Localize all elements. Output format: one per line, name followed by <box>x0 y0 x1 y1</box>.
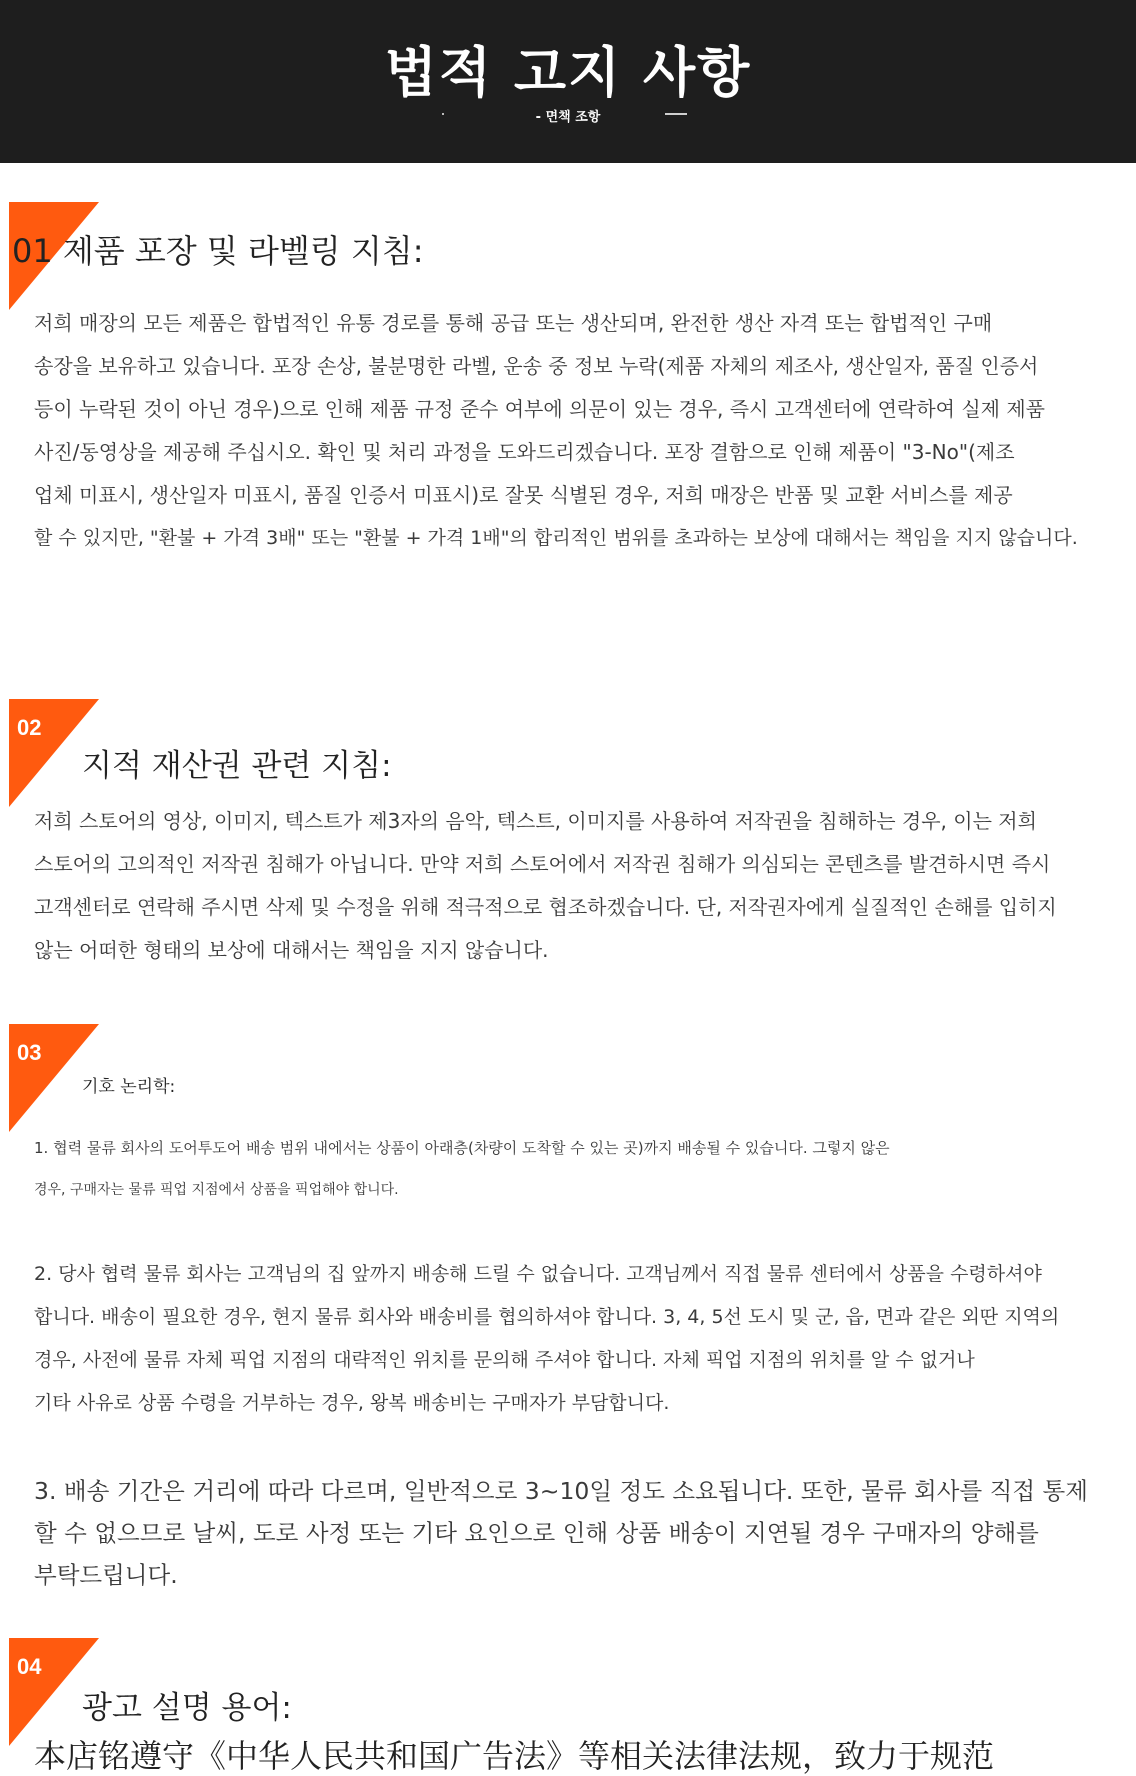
section-04-number: 04 <box>17 1654 42 1679</box>
section-02-number: 02 <box>17 715 42 740</box>
section-01-line: 할 수 있지만, "환불 + 가격 3배" 또는 "환불 + 가격 1배"의 합리적인 범위를 초과하는 보상에 대해서는 책임을 지지 않습니다. <box>34 527 1078 549</box>
section-02-line: 스토어의 고의적인 저작권 침해가 아닙니다. 만약 저희 스토어에서 저작권 침해가 의심되는 콘텐츠를 발견하시면 즉시 <box>34 852 1051 876</box>
section-03-item-2-line: 기타 사유로 상품 수령을 거부하는 경우, 왕복 배송비는 구매자가 부담합니다. <box>34 1392 670 1414</box>
section-02-body <box>34 800 1094 972</box>
section-02-title: 지적 재산권 관련 지침: <box>82 748 392 784</box>
page-header <box>0 0 1136 163</box>
section-03-title: 기호 논리학: <box>82 1077 176 1097</box>
section-03-item-3-line: 할 수 없으므로 날씨, 도로 사정 또는 기타 요인으로 인해 상품 배송이 지연될 경우 구매자의 양해를 <box>34 1519 1039 1547</box>
section-02-line: 저희 스토어의 영상, 이미지, 텍스트가 제3자의 음악, 텍스트, 이미지를 사용하여 저작권을 침해하는 경우, 이는 저희 <box>34 809 1037 833</box>
section-02-line: 고객센터로 연락해 주시면 삭제 및 수정을 위해 적극적으로 협조하겠습니다. 단, 저작권자에게 실질적인 손해를 입히지 <box>34 895 1057 919</box>
header-dash-decoration <box>665 113 687 115</box>
section-04-line: 本店铭遵守《中华人民共和国广告法》等相关法律法规，致力于规范 <box>34 1737 995 1775</box>
section-01-heading <box>12 226 423 272</box>
section-03-item-2 <box>34 1253 1094 1425</box>
section-04-body <box>34 1736 1094 1776</box>
section-01-line: 업체 미표시, 생산일자 미표시, 품질 인증서 미표시)로 잘못 식별된 경우, 저희 매장은 반품 및 교환 서비스를 제공 <box>34 483 1013 507</box>
page-title: 법적 고지 사항 <box>384 41 752 104</box>
section-03-item-3 <box>34 1470 1094 1596</box>
section-03-item-3-line: 3. 배송 기간은 거리에 따라 다르며, 일반적으로 3~10일 정도 소요됩니다. 또한, 물류 회사를 직접 통제 <box>34 1477 1088 1505</box>
section-03-number: 03 <box>17 1040 42 1065</box>
section-04-title: 광고 설명 용어: <box>82 1690 292 1726</box>
section-03-item-1-line: 1. 협력 물류 회사의 도어투도어 배송 범위 내에서는 상품이 아래층(차량이 도착할 수 있는 곳)까지 배송될 수 있습니다. 그렇지 않은 <box>34 1139 890 1157</box>
section-01-body <box>34 302 1094 560</box>
section-01-number: 01 <box>12 232 53 270</box>
section-03-item-3-line: 부탁드립니다. <box>34 1561 178 1589</box>
section-03-item-1 <box>34 1127 1094 1211</box>
section-01-line: 사진/동영상을 제공해 주십시오. 확인 및 처리 과정을 도와드리겠습니다. 포장 결함으로 인해 제품이 "3-No"(제조 <box>34 440 1015 464</box>
section-03-item-2-line: 합니다. 배송이 필요한 경우, 현지 물류 회사와 배송비를 협의하셔야 합니다. 3, 4, 5선 도시 및 군, 읍, 면과 같은 외딴 지역의 <box>34 1306 1060 1328</box>
section-03-item-2-line: 경우, 사전에 물류 자체 픽업 지점의 대략적인 위치를 문의해 주셔야 합니다. 자체 픽업 지점의 위치를 알 수 없거나 <box>34 1349 975 1371</box>
section-01-line: 송장을 보유하고 있습니다. 포장 손상, 불분명한 라벨, 운송 중 정보 누락(제품 자체의 제조사, 생산일자, 품질 인증서 <box>34 354 1039 378</box>
page-subtitle: - 면책 조항 <box>535 110 601 125</box>
section-01-line: 저희 매장의 모든 제품은 합법적인 유통 경로를 통해 공급 또는 생산되며, 완전한 생산 자격 또는 합법적인 구매 <box>34 311 993 335</box>
section-01-line: 등이 누락된 것이 아닌 경우)으로 인해 제품 규정 준수 여부에 의문이 있는 경우, 즉시 고객센터에 연락하여 실제 제품 <box>34 397 1045 421</box>
section-03-item-1-line: 경우, 구매자는 물류 픽업 지점에서 상품을 픽업해야 합니다. <box>34 1182 399 1198</box>
section-01-title: 제품 포장 및 라벨링 지침: <box>62 232 424 270</box>
section-03-item-2-line: 2. 당사 협력 물류 회사는 고객님의 집 앞까지 배송해 드릴 수 없습니다. 고객님께서 직접 물류 센터에서 상품을 수령하셔야 <box>34 1263 1042 1285</box>
section-02-line: 않는 어떠한 형태의 보상에 대해서는 책임을 지지 않습니다. <box>34 938 549 962</box>
